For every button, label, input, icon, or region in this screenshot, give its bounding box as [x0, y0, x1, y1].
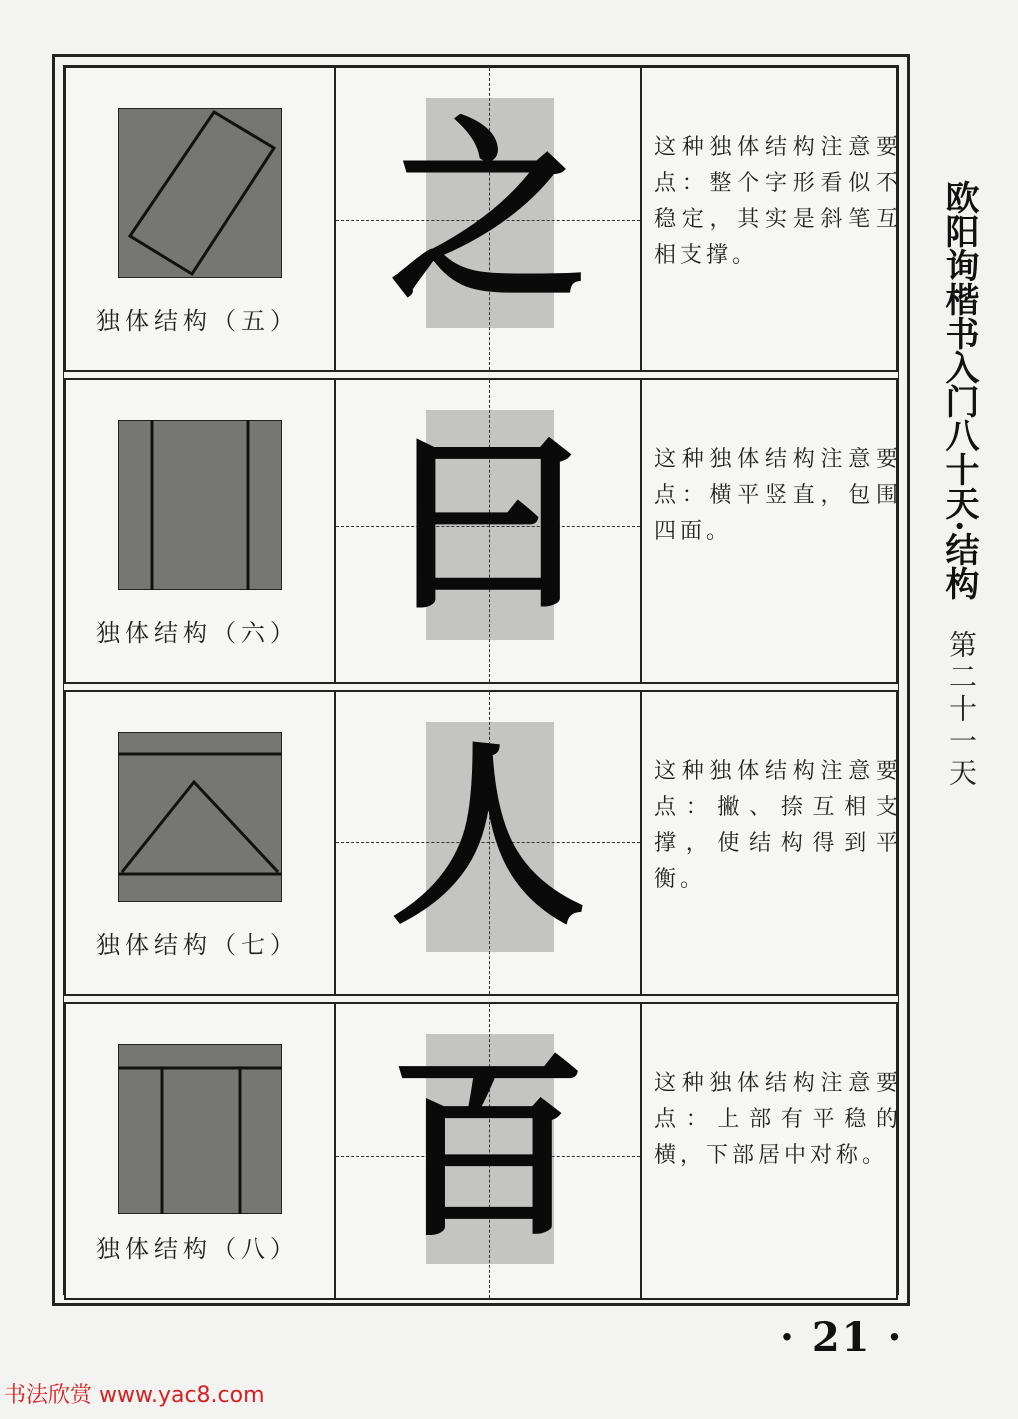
structure-diagram-triangle	[118, 732, 282, 902]
calligraphy-character: 人	[389, 722, 586, 952]
structure-caption: 独体结构（八）	[96, 1235, 299, 1263]
table-row	[64, 378, 902, 684]
day-label: 第二十一天	[945, 630, 978, 790]
description-cell	[642, 68, 902, 370]
diagram-cell	[66, 1004, 336, 1298]
calligraphy-character: 之	[389, 98, 586, 328]
page-number: · 21 ·	[780, 1314, 904, 1361]
character-cell	[336, 380, 642, 682]
structure-description: 这种独体结构注意要点：上部有平稳的横，下部居中对称。	[654, 1071, 902, 1168]
table-row	[64, 690, 902, 996]
structure-caption: 独体结构（五）	[96, 307, 299, 335]
description-cell	[642, 1004, 902, 1298]
book-title: 欧阳询楷书入门八十天·结构	[939, 180, 979, 600]
diagram-cell	[66, 68, 336, 370]
site-watermark: 书法欣赏 www.yac8.com	[4, 1383, 265, 1408]
table-frame	[63, 65, 902, 1295]
structure-description: 这种独体结构注意要点：横平竖直，包围四面。	[654, 447, 902, 544]
structure-caption: 独体结构（七）	[96, 931, 299, 959]
calligraphy-character: 曰	[389, 410, 586, 640]
diagram-cell	[66, 692, 336, 994]
table-row	[64, 1002, 902, 1300]
structure-description: 这种独体结构注意要点：整个字形看似不稳定，其实是斜笔互相支撑。	[654, 135, 902, 268]
character-cell	[336, 692, 642, 994]
description-cell	[642, 380, 902, 682]
structure-diagram-tilted	[118, 108, 282, 278]
character-cell	[336, 68, 642, 370]
character-cell	[336, 1004, 642, 1298]
description-cell	[642, 692, 902, 994]
diagram-cell	[66, 380, 336, 682]
structure-description: 这种独体结构注意要点：撇、捺互相支撑，使结构得到平衡。	[654, 759, 902, 892]
table-row	[64, 66, 902, 372]
structure-diagram-columns	[118, 420, 282, 590]
calligraphy-character: 百	[389, 1034, 586, 1264]
page-frame	[52, 54, 910, 1306]
structure-diagram-top-bar	[118, 1044, 282, 1214]
structure-caption: 独体结构（六）	[96, 619, 299, 647]
